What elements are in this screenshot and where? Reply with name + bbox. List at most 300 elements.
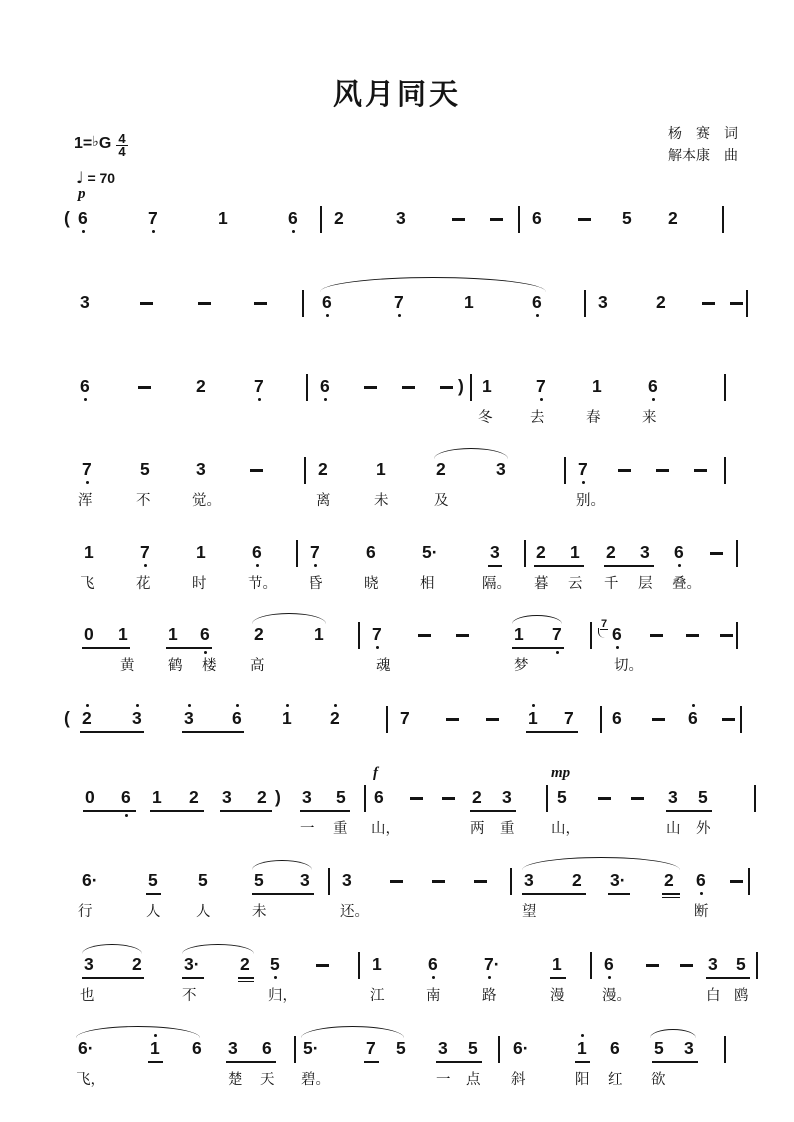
slur-arc [76,1026,200,1038]
lyric-syllable: 重 [500,821,515,837]
note: 1 [514,624,524,644]
dynamic-marking: mp [551,765,571,781]
tempo-value: = 70 [87,170,116,186]
score-line-7 [0,708,794,728]
duration-dash [254,302,267,305]
slur-arc [650,1029,696,1038]
note: 1 [314,624,324,644]
lyric-syllable: 漫。 [602,988,631,1004]
eighth-beam [608,893,630,895]
note: 7 [82,461,92,478]
barline [358,952,360,979]
lyric-syllable: 白 [706,988,721,1004]
note: 3 [396,208,406,228]
note: 3 [598,292,608,312]
note: 7 [372,626,382,643]
note: 1 [218,208,228,228]
note: 1 [168,624,178,644]
note: 5 [148,870,158,890]
note: 3 [708,954,718,974]
eighth-beam [146,893,161,895]
low-octave-dot [86,481,89,484]
eighth-beam [182,977,204,979]
note: 2 [334,208,344,228]
duration-dash [656,469,669,472]
lyric-syllable: 飞 [80,576,95,592]
note: 2 [656,292,666,312]
note: 7 [366,1038,376,1058]
lyric-syllable: 鸥 [734,988,749,1004]
phrase-paren: ) [275,787,281,807]
barline [510,868,512,895]
low-octave-dot [536,314,539,317]
score-line-11 [0,1038,794,1088]
barline [590,952,592,979]
high-octave-dot [236,704,239,707]
barline [736,540,738,567]
note: 3 [668,787,678,807]
slur-arc [252,860,312,870]
note: 2 [664,870,674,890]
duration-dash [446,718,459,721]
lyric-syllable: 断 [694,904,709,920]
low-octave-dot [125,814,128,817]
lyric-syllable: 云 [568,576,583,592]
eighth-beam [80,731,144,733]
note: 2 [257,787,267,807]
eighth-beam [82,977,144,979]
note: 5 [468,1038,478,1058]
note: 2 [330,710,340,727]
high-octave-dot [532,704,535,707]
note: 3 [342,870,352,890]
lyric-syllable: 点 [466,1072,481,1088]
note: 1 [570,542,580,562]
phrase-paren: ) [458,376,464,396]
duration-dash [598,797,611,800]
barline [386,706,388,733]
key-letter: G [98,135,112,152]
score-line-8 [0,765,794,837]
lyric-syllable: 楚 [228,1072,243,1088]
duration-dash [442,797,455,800]
duration-dash [316,964,329,967]
lyric-syllable: 漫 [550,988,565,1004]
note: 6 [262,1038,272,1058]
eighth-beam [512,647,564,649]
duration-dash [402,386,415,389]
barline [302,290,304,317]
lyric-syllable: 天 [260,1072,275,1088]
note: 6 [366,542,376,562]
note: 1 [84,542,94,562]
note: 1 [577,1040,587,1057]
eighth-beam [662,893,680,895]
low-octave-dot [314,564,317,567]
note: 6 [688,710,698,727]
duration-dash [646,964,659,967]
eighth-beam [252,893,314,895]
duration-dash [418,634,431,637]
duration-dash [432,880,445,883]
note: 3 [80,292,90,312]
duration-dash [730,302,743,305]
note: 1 [118,624,128,644]
low-octave-dot [616,646,619,649]
lyric-syllable: 斜 [511,1072,526,1088]
note: 1 [528,710,538,727]
barline [364,785,366,812]
note: 6 [648,378,658,395]
low-octave-dot [324,398,327,401]
high-octave-dot [286,704,289,707]
lyric-syllable: 春 [586,410,601,426]
phrase-paren: ( [64,708,70,728]
duration-dash [710,552,723,555]
note: 3 [300,870,310,890]
note: 7 [394,294,404,311]
lyric-syllable: 离 [316,493,331,509]
note: 1 [592,376,602,396]
low-octave-dot [582,481,585,484]
note: 5· [422,542,438,562]
duration-dash [452,218,465,221]
note: 6 [612,708,622,728]
lyric-syllable: 还。 [340,904,369,920]
low-octave-dot [292,230,295,233]
note: 7 [536,378,546,395]
lyric-syllable: 重 [333,821,348,837]
low-octave-dot [82,230,85,233]
eighth-beam [364,1061,379,1063]
slur-arc [434,448,508,459]
duration-dash [486,718,499,721]
lyric-syllable: 楼 [202,658,217,674]
duration-dash [440,386,453,389]
low-octave-dot [274,976,277,979]
lyric-syllable: 千 [604,576,619,592]
eighth-beam [238,981,254,983]
note: 7 [400,708,410,728]
lyric-syllable: 层 [638,576,653,592]
score-line-2 [0,292,794,312]
note: 3 [84,954,94,974]
duration-dash [250,469,263,472]
duration-dash [686,634,699,637]
note: 1 [152,787,162,807]
note: 2 [196,376,206,396]
note: 1 [282,710,292,727]
lyric-syllable: 不 [182,988,197,1004]
duration-dash [631,797,644,800]
note: 3 [490,542,500,562]
duration-dash [722,718,735,721]
lyric-syllable: 山 [666,821,681,837]
note: 6 [78,210,88,227]
score-line-6 [0,618,794,674]
low-octave-dot [556,651,559,654]
note: 6 [192,1038,202,1058]
note: 6· [513,1038,529,1058]
note: 6 [200,626,210,643]
eighth-beam [662,897,680,899]
note: 3 [184,710,194,727]
low-octave-dot [678,564,681,567]
duration-dash [390,880,403,883]
eighth-beam [150,810,204,812]
barline [518,206,520,233]
high-octave-dot [188,704,191,707]
note: 6 [696,872,706,889]
low-octave-dot [652,398,655,401]
lyric-syllable: 一 [300,821,315,837]
duration-dash [474,880,487,883]
barline [736,622,738,649]
credits [668,124,738,168]
eighth-beam [238,977,254,979]
barline [600,706,602,733]
grace-tie-arc [598,628,605,638]
duration-dash [730,880,743,883]
lyric-syllable: 浑 [78,493,93,509]
lyric-syllable: 昏 [308,576,323,592]
lyric-syllable: 节。 [248,576,277,592]
note: 2 [472,787,482,807]
lyric-syllable: 飞， [76,1072,105,1088]
note: 5 [557,787,567,807]
eighth-beam [220,810,272,812]
lyric-syllable: 黄 [120,658,135,674]
low-octave-dot [488,976,491,979]
lyric-syllable: 切。 [614,658,643,674]
lyric-syllable: 一 [436,1072,451,1088]
key-prefix: 1= [74,135,93,152]
note: 1 [464,292,474,312]
eighth-beam [522,893,586,895]
duration-dash [364,386,377,389]
duration-dash [456,634,469,637]
dynamic-marking: f [373,765,378,781]
note: 3 [132,710,142,727]
note: 6 [320,378,330,395]
note: 2 [536,542,546,562]
barline [564,457,566,484]
high-octave-dot [86,704,89,707]
duration-dash [652,718,665,721]
note: 7 [148,210,158,227]
note: 7 [564,708,574,728]
note: 6 [322,294,332,311]
barline [306,374,308,401]
eighth-beam [706,977,750,979]
lyric-syllable: 欲 [651,1072,666,1088]
dynamic-marking: p [78,186,86,202]
lyric-syllable: 冬 [478,410,493,426]
low-octave-dot [258,398,261,401]
note: 3 [502,787,512,807]
note: 2 [606,542,616,562]
barline [756,952,758,979]
note: 1 [372,954,382,974]
low-octave-dot [84,398,87,401]
eighth-beam [82,647,130,649]
barline [358,622,360,649]
lyric-syllable: 相 [420,576,435,592]
eighth-beam [666,810,712,812]
duration-dash [650,634,663,637]
barline [498,1036,500,1063]
eighth-beam [470,810,516,812]
lyric-syllable: 外 [696,821,711,837]
eighth-beam [166,647,212,649]
lyric-syllable: 及 [434,493,449,509]
slur-arc [522,857,680,870]
lyric-syllable: 去 [530,410,545,426]
slur-arc [82,944,142,954]
lyric-syllable: 山， [551,821,580,837]
tempo-marking [76,168,115,187]
note: 6 [80,378,90,395]
slur-arc [512,615,562,624]
note: 3· [184,954,200,974]
note: 6 [374,787,384,807]
eighth-beam [182,731,244,733]
slur-arc [320,277,546,292]
note: 3 [684,1038,694,1058]
lyric-syllable: 江 [370,988,385,1004]
eighth-beam [575,1061,590,1063]
lyric-syllable: 人 [146,904,161,920]
note: 7 [578,461,588,478]
barline [524,540,526,567]
phrase-paren: ( [64,208,70,228]
lyric-syllable: 花 [136,576,151,592]
note: 2 [572,870,582,890]
note: 2 [240,954,250,974]
eighth-beam [534,565,584,567]
flat-sign-icon: ♭ [92,134,99,150]
duration-dash [720,634,733,637]
note: 2 [668,208,678,228]
lyric-syllable: 也 [80,988,95,1004]
lyric-syllable: 山， [371,821,400,837]
high-octave-dot [334,704,337,707]
lyric-syllable: 晓 [364,576,379,592]
lyric-syllable: 高 [250,658,265,674]
lyric-syllable: 觉。 [192,493,221,509]
lyric-syllable: 隔。 [482,576,511,592]
lyric-syllable: 未 [252,904,267,920]
low-octave-dot [540,398,543,401]
lyric-syllable: 阳 [575,1072,590,1088]
note: 2 [82,710,92,727]
note: 1 [196,542,206,562]
note: 3· [610,870,626,890]
high-octave-dot [581,1034,584,1037]
note: 0 [84,624,94,644]
note: 7 [552,626,562,643]
high-octave-dot [692,704,695,707]
barline [740,706,742,733]
eighth-beam [436,1061,482,1063]
lyric-syllable: 人 [196,904,211,920]
note: 3 [438,1038,448,1058]
duration-dash [138,386,151,389]
lyric-syllable: 时 [192,576,207,592]
barline [748,868,750,895]
key-signature [74,133,128,158]
note: 6 [252,544,262,561]
time-upper: 4 [118,131,126,146]
lyric-syllable: 不 [136,493,151,509]
composer-credit: 解本康 曲 [668,149,738,164]
note: 7 [254,378,264,395]
note: 7· [484,956,500,973]
eighth-beam [550,977,566,979]
low-octave-dot [256,564,259,567]
note: 5 [336,787,346,807]
lyric-syllable: 红 [608,1072,623,1088]
note: 5 [396,1038,406,1058]
low-octave-dot [144,564,147,567]
note: 1 [552,954,562,974]
barline [722,206,724,233]
lyric-syllable: 梦 [514,658,529,674]
note: 5 [254,870,264,890]
score-line-10 [0,954,794,1004]
low-octave-dot [432,976,435,979]
duration-dash [490,218,503,221]
note: 5 [270,956,280,973]
low-octave-dot [326,314,329,317]
note: 3 [640,542,650,562]
barline [724,1036,726,1063]
lyric-syllable: 两 [470,821,485,837]
note: 3 [302,787,312,807]
barline [328,868,330,895]
note: 7 [140,544,150,561]
barline [470,374,472,401]
barline [746,290,748,317]
lyric-syllable: 暮 [534,576,549,592]
song-title: 风月同天 [332,79,461,111]
lyric-syllable: 来 [642,410,657,426]
lyric-syllable: 魂 [376,658,391,674]
note: 6 [604,956,614,973]
score-line-4 [0,459,794,509]
time-lower: 4 [118,144,126,159]
note: 3 [196,459,206,479]
eighth-beam [83,810,136,812]
note: 6 [532,294,542,311]
note: 6 [121,789,131,806]
note: 2 [436,459,446,479]
eighth-beam [526,731,578,733]
note: 5 [698,787,708,807]
duration-dash [198,302,211,305]
eighth-beam [604,565,654,567]
duration-dash [694,469,707,472]
barline [320,206,322,233]
low-octave-dot [700,892,703,895]
barline [754,785,756,812]
note: 6 [612,626,622,643]
duration-dash [618,469,631,472]
duration-dash [140,302,153,305]
lyric-syllable: 鹤 [168,658,183,674]
note: 5 [622,208,632,228]
low-octave-dot [376,646,379,649]
